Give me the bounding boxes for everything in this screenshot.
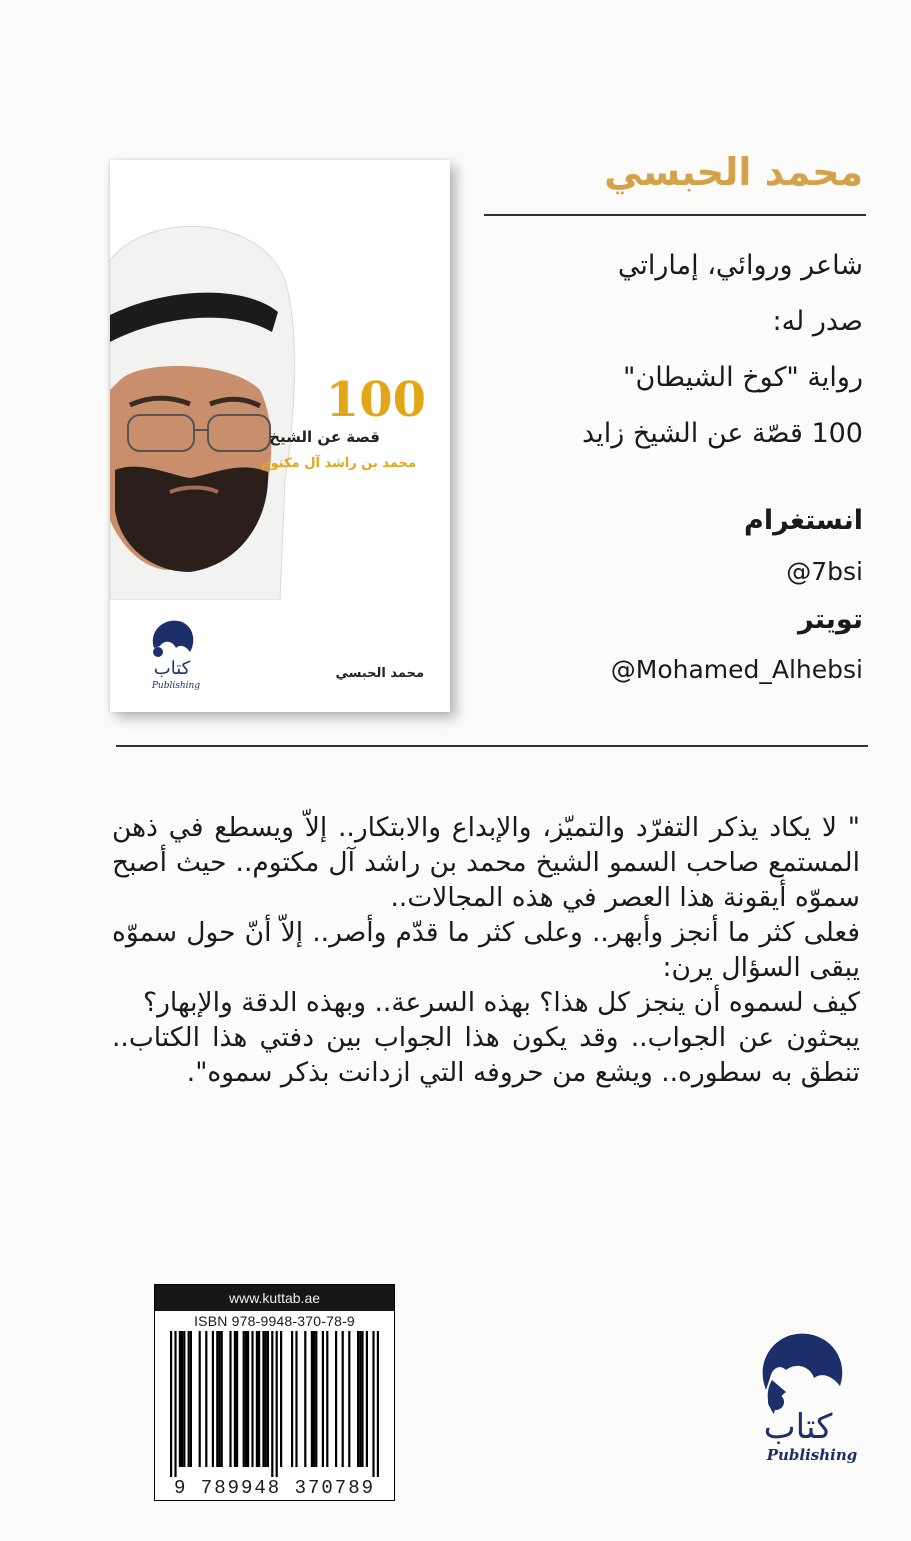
blurb-paragraph-2: فعلى كثر ما أنجز وأبهر.. وعلى كثر ما قدّم وأصر.. إلاّ أنّ حول سموّه يبقى السؤال يرن: bbox=[112, 917, 860, 983]
cover-publisher-logo bbox=[136, 612, 206, 692]
cover-logo-sub: Publishing bbox=[151, 681, 201, 691]
book-cover bbox=[110, 160, 450, 712]
barcode-bar bbox=[291, 1331, 293, 1467]
publisher-website: www.kuttab.ae bbox=[155, 1285, 394, 1311]
barcode-bar bbox=[170, 1331, 172, 1481]
portrait-illustration bbox=[110, 220, 330, 600]
middle-divider bbox=[116, 745, 868, 747]
blurb-text bbox=[112, 810, 860, 1090]
author-name: محمد الحبسي bbox=[604, 150, 863, 194]
barcode-bar bbox=[313, 1331, 315, 1467]
barcode-bar bbox=[271, 1331, 273, 1481]
publisher-logo-name: كتاب bbox=[763, 1407, 833, 1447]
cover-author: محمد الحبسي bbox=[335, 666, 424, 681]
barcode-bar bbox=[295, 1331, 297, 1467]
barcode-bar bbox=[190, 1331, 192, 1467]
book-title-1: رواية "كوخ الشيطان" bbox=[623, 362, 863, 393]
barcode-bar bbox=[304, 1331, 306, 1467]
barcode-bars bbox=[162, 1331, 387, 1481]
twitter-handle: @Mohamed_Alhebsi bbox=[610, 655, 863, 684]
barcode-bar bbox=[216, 1331, 218, 1467]
cover-number: 100 bbox=[325, 372, 426, 428]
barcode-bar bbox=[258, 1331, 260, 1467]
barcode-block bbox=[154, 1284, 395, 1501]
barcode-bar bbox=[243, 1331, 245, 1467]
top-divider bbox=[484, 214, 866, 216]
barcode-bar bbox=[326, 1331, 328, 1467]
barcode-bar bbox=[188, 1331, 190, 1467]
barcode-bar bbox=[357, 1331, 359, 1467]
barcode-bar bbox=[181, 1331, 183, 1467]
blurb-paragraph-1: " لا يكاد يذكر التفرّد والتميّز، والإبداع والابتكار.. إلاّ ويسطع في ذهن المستمع صاحب السمو الشيخ محمد بن راشد آل مكتوم.. حيث أصبح سموّه أيقونة هذا العصر في هذه المجالات.. bbox=[112, 812, 860, 913]
cover-logo-name: كتاب bbox=[153, 658, 191, 679]
barcode-bar bbox=[212, 1331, 214, 1467]
blurb-paragraph-3: كيف لسموه أن ينجز كل هذا؟ بهذه السرعة.. وبهذه الدقة والإبهار؟ bbox=[143, 987, 860, 1018]
instagram-handle: @7bsi bbox=[786, 557, 863, 586]
barcode-bar bbox=[322, 1331, 324, 1467]
twitter-label: تويتر bbox=[797, 604, 863, 635]
barcode-bar bbox=[359, 1331, 361, 1467]
instagram-label: انستغرام bbox=[744, 505, 863, 536]
barcode-bar bbox=[236, 1331, 238, 1467]
publisher-logo bbox=[736, 1320, 866, 1470]
cover-title: قصة عن الشيخ bbox=[269, 428, 380, 446]
barcode-digits: 9 789948 370789 bbox=[155, 1477, 394, 1499]
barcode-bar bbox=[218, 1331, 220, 1467]
barcode-bar bbox=[276, 1331, 278, 1481]
barcode-bar bbox=[174, 1331, 176, 1481]
barcode-bar bbox=[229, 1331, 231, 1467]
barcode-bar bbox=[377, 1331, 379, 1481]
barcode-bar bbox=[265, 1331, 267, 1467]
barcode-bar bbox=[205, 1331, 207, 1467]
isbn-number: ISBN 978-9948-370-78-9 bbox=[194, 1313, 355, 1329]
barcode-bar bbox=[199, 1331, 201, 1467]
barcode-bar bbox=[183, 1331, 185, 1467]
author-description: شاعر وروائي، إماراتي bbox=[617, 250, 863, 281]
barcode-bar bbox=[234, 1331, 236, 1467]
barcode-bar bbox=[267, 1331, 269, 1467]
barcode-bar bbox=[348, 1331, 350, 1467]
published-heading: صدر له: bbox=[772, 306, 863, 337]
barcode-bar bbox=[311, 1331, 313, 1467]
barcode-bar bbox=[245, 1331, 247, 1467]
barcode-bar bbox=[335, 1331, 337, 1467]
barcode-bar bbox=[280, 1331, 282, 1467]
barcode-bar bbox=[247, 1331, 249, 1467]
barcode-bar bbox=[372, 1331, 374, 1481]
blurb-paragraph-4: يبحثون عن الجواب.. وقد يكون هذا الجواب بين دفتي هذا الكتاب.. تنطق به سطوره.. ويشع من حروفه التي ازدانت بذكر سموه". bbox=[112, 1022, 860, 1088]
barcode-bar bbox=[315, 1331, 317, 1467]
barcode-bar bbox=[262, 1331, 264, 1467]
barcode-bar bbox=[361, 1331, 363, 1467]
barcode-bar bbox=[256, 1331, 258, 1467]
barcode-bar bbox=[366, 1331, 368, 1467]
publisher-logo-sub: Publishing bbox=[766, 1446, 858, 1464]
barcode-bar bbox=[251, 1331, 253, 1467]
barcode-bar bbox=[221, 1331, 223, 1467]
barcode-bar bbox=[179, 1331, 181, 1467]
barcode-bar bbox=[342, 1331, 344, 1467]
book-title-2: 100 قصّة عن الشيخ زايد bbox=[582, 418, 863, 449]
cover-subtitle: محمد بن راشد آل مكتوم bbox=[261, 456, 416, 471]
